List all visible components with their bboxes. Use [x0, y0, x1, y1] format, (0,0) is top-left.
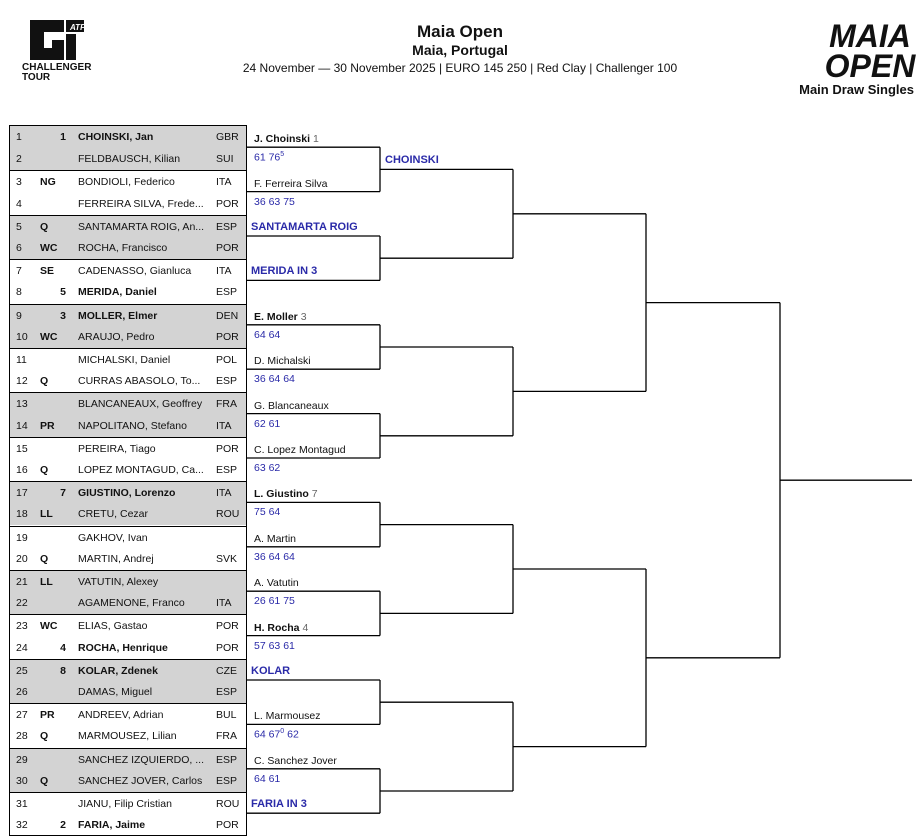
round1-winner-name: H. Rocha [254, 621, 300, 634]
entry-name: GAKHOV, Ivan [78, 531, 148, 544]
entry-number: 31 [16, 798, 28, 810]
entry-number: 12 [16, 375, 28, 388]
entry-nation: ITA [216, 265, 232, 278]
entry-tag: 3 [60, 309, 66, 322]
round1-winner [254, 355, 311, 367]
entry-nation: ESP [216, 753, 238, 766]
entry-tag: 1 [60, 131, 66, 143]
entry-name: BONDIOLI, Federico [78, 176, 175, 189]
entry-name: MICHALSKI, Daniel [78, 354, 171, 366]
atp-logo-small-text: ATP [70, 23, 86, 32]
entry-tag: Q [40, 375, 49, 388]
entry-nation: SUI [216, 153, 234, 166]
entry-nation: ESP [216, 286, 238, 299]
round1-winner [254, 311, 307, 323]
entry-number: 25 [16, 664, 28, 677]
round1-pending-winner: SANTAMARTA ROIG [251, 221, 358, 233]
entry-name: GIUSTINO, Lorenzo [78, 487, 176, 500]
entry-nation: ESP [216, 774, 238, 787]
round1-score [254, 373, 295, 385]
entry-number: 7 [16, 265, 22, 278]
round1-winner [254, 710, 321, 722]
entry-number: 18 [16, 508, 28, 521]
maia-logo-line2: OPEN [824, 48, 916, 84]
entry-name: ARAUJO, Pedro [78, 330, 155, 343]
entry-tag: NG [40, 176, 56, 189]
entry-number: 32 [16, 819, 28, 832]
entry-name: CADENASSO, Gianluca [78, 265, 192, 278]
entry-nation: ESP [216, 686, 238, 698]
entry-number: 10 [16, 330, 28, 343]
entry-number: 13 [16, 398, 28, 411]
entry-tag: Q [40, 552, 49, 565]
round1-score [254, 329, 280, 341]
entry-number: 17 [16, 487, 28, 500]
round1-score-main: 36 63 75 [254, 195, 295, 208]
round1-score [254, 595, 295, 607]
entry-tag: 5 [60, 286, 66, 299]
entry-tag: Q [40, 774, 49, 787]
entry-name: VATUTIN, Alexey [78, 576, 159, 588]
entry-name: SANCHEZ JOVER, Carlos [78, 774, 203, 787]
entry-name: FELDBAUSCH, Kilian [78, 153, 181, 166]
entry-nation: ITA [216, 176, 232, 189]
round1-winner [254, 533, 296, 545]
entry-number: 1 [16, 131, 22, 143]
round1-score [254, 640, 295, 652]
round1-winner [254, 577, 299, 589]
round1-score [254, 506, 280, 518]
entry-number: 28 [16, 730, 28, 743]
round1-score-main: 75 64 [254, 506, 281, 519]
round1-winner-name: C. Lopez Montagud [254, 444, 346, 456]
entry-nation: ESP [216, 220, 238, 233]
round1-winner [254, 178, 328, 190]
round1-score-main: 63 62 [254, 462, 281, 474]
round1-score-main: 62 61 [254, 417, 281, 430]
round1-winner [254, 444, 346, 456]
entry-nation: POR [216, 620, 239, 633]
entry-nation: POR [216, 442, 239, 455]
entry-number: 27 [16, 709, 28, 722]
entry-tag: Q [40, 220, 49, 233]
entry-tag: PR [40, 419, 55, 432]
round1-score [254, 196, 295, 208]
entry-nation: ITA [216, 487, 232, 500]
entry-nation: BUL [216, 709, 237, 722]
entry-tag: WC [40, 330, 58, 343]
round1-score [254, 462, 280, 474]
entry-nation: ITA [216, 419, 232, 432]
entry-name: ANDREEV, Adrian [78, 709, 164, 722]
entry-tag: 2 [60, 819, 66, 832]
entry-nation: FRA [216, 398, 237, 411]
entry-name: AGAMENONE, Franco [78, 597, 185, 610]
tournament-location: Maia, Portugal [412, 42, 508, 58]
entry-number: 23 [16, 620, 28, 633]
entry-name: SANCHEZ IZQUIERDO, ... [78, 753, 205, 766]
entry-nation: ESP [216, 464, 238, 476]
entry-nation: DEN [216, 309, 239, 322]
round1-winner-name: G. Blancaneaux [254, 399, 329, 412]
entry-name: CURRAS ABASOLO, To... [78, 375, 201, 388]
entry-nation: POL [216, 354, 238, 366]
round1-score [254, 151, 284, 164]
round1-score-main: 61 76 [254, 151, 281, 164]
entry-number: 5 [16, 220, 22, 233]
round1-score-main: 57 63 61 [254, 639, 295, 652]
atp-logo-line2: TOUR [22, 72, 51, 83]
entry-tag: LL [40, 576, 53, 588]
round1-winner-name: E. Moller [254, 310, 298, 323]
round1-winner-name: C. Sanchez Jover [254, 754, 337, 767]
entry-tag: 8 [60, 664, 66, 677]
entry-tag: Q [40, 730, 49, 743]
entry-number: 8 [16, 286, 22, 299]
entry-name: FERREIRA SILVA, Frede... [78, 197, 204, 210]
entry-tag: 4 [60, 641, 66, 654]
entry-name: DAMAS, Miguel [78, 686, 153, 698]
round1-winner-seed: 7 [311, 488, 318, 501]
round1-pending-winner: FARIA IN 3 [251, 798, 307, 811]
round1-pending-winner: MERIDA IN 3 [251, 265, 318, 278]
round1-score-tiebreak: 0 [280, 728, 285, 736]
entry-number: 16 [16, 464, 28, 476]
round1-winner-name: L. Marmousez [254, 710, 321, 723]
entry-nation: POR [216, 641, 239, 654]
entry-nation: POR [216, 197, 239, 210]
round1-score [254, 418, 280, 430]
round1-score [254, 773, 280, 785]
round1-winner [254, 622, 308, 634]
draw-type: Main Draw Singles [799, 82, 914, 97]
entry-number: 11 [16, 354, 27, 366]
round1-winner-seed: 3 [300, 310, 307, 323]
entry-number: 4 [16, 197, 22, 210]
round1-score [254, 551, 295, 563]
round1-winner-seed: 1 [312, 133, 319, 146]
round1-winner-seed: 4 [302, 621, 309, 634]
entry-nation: SVK [216, 552, 238, 565]
entry-number: 2 [16, 153, 22, 166]
entry-nation: ROU [216, 798, 240, 810]
entry-name: MOLLER, Elmer [78, 309, 158, 322]
round1-winner [254, 133, 319, 145]
entry-tag: SE [40, 265, 55, 278]
entry-nation: FRA [216, 730, 237, 743]
entry-number: 24 [16, 641, 28, 654]
entry-number: 19 [16, 531, 28, 544]
round1-winner-name: J. Choinski [254, 133, 311, 146]
entry-number: 3 [16, 176, 22, 189]
entry-number: 30 [16, 774, 28, 787]
round1-score-tiebreak: 5 [280, 151, 285, 159]
entry-name: BLANCANEAUX, Geoffrey [78, 398, 203, 411]
round1-score-main: 64 61 [254, 772, 281, 785]
maia-logo-line1: MAIA [829, 18, 911, 54]
round1-score-main: 64 64 [254, 328, 281, 341]
entry-tag: WC [40, 242, 58, 254]
entry-name: JIANU, Filip Cristian [78, 798, 172, 810]
entry-name: CRETU, Cezar [78, 508, 149, 521]
entry-tag: WC [40, 620, 58, 633]
entry-number: 21 [16, 576, 28, 588]
round1-winner [254, 755, 337, 767]
entry-name: ELIAS, Gastao [78, 620, 148, 633]
entry-name: FARIA, Jaime [78, 819, 146, 832]
round1-winner [254, 400, 329, 412]
round1-winner-name: D. Michalski [254, 355, 311, 368]
entry-nation: ITA [216, 597, 232, 610]
round1-score [254, 728, 299, 741]
entry-name: ROCHA, Francisco [78, 242, 168, 254]
entry-nation: ESP [216, 375, 238, 388]
entry-name: CHOINSKI, Jan [78, 131, 154, 143]
entry-tag: 7 [60, 487, 66, 500]
round1-score-rest: 62 [284, 728, 299, 741]
round1-score-main: 36 64 64 [254, 373, 295, 386]
entry-name: SANTAMARTA ROIG, An... [78, 220, 205, 233]
entry-tag: PR [40, 709, 55, 722]
entry-number: 14 [16, 419, 28, 432]
entry-number: 9 [16, 309, 22, 322]
entry-nation: CZE [216, 664, 237, 677]
tournament-title: Maia Open [417, 22, 503, 41]
entry-nation: POR [216, 819, 239, 832]
entry-number: 29 [16, 753, 28, 766]
entry-tag: Q [40, 464, 49, 476]
tournament-info: 24 November — 30 November 2025 | EURO 145 250 | Red Clay | Challenger 100 [242, 61, 678, 75]
entry-name: LOPEZ MONTAGUD, Ca... [78, 464, 204, 476]
round1-score-main: 36 64 64 [254, 550, 295, 563]
entry-nation: POR [216, 330, 239, 343]
atp-logo-line1: CHALLENGER [22, 62, 92, 73]
round1-winner [254, 488, 318, 500]
round1-score-main: 26 61 75 [254, 595, 295, 608]
round1-winner-name: A. Vatutin [254, 577, 299, 590]
entry-name: PEREIRA, Tiago [78, 442, 156, 455]
round1-winner-name: A. Martin [254, 532, 297, 545]
entry-nation: ROU [216, 508, 240, 521]
round1-winner-name: L. Giustino [254, 488, 309, 501]
entry-number: 26 [16, 686, 28, 698]
entry-number: 20 [16, 552, 28, 565]
entry-tag: LL [40, 508, 53, 521]
round2-pending-winner: CHOINSKI [385, 154, 439, 167]
entry-number: 15 [16, 442, 28, 455]
round1-pending-winner: KOLAR [251, 665, 291, 677]
entry-name: NAPOLITANO, Stefano [78, 419, 187, 432]
round1-score-main: 64 67 [254, 728, 281, 741]
entry-number: 22 [16, 597, 28, 610]
entry-name: ROCHA, Henrique [78, 641, 168, 654]
entry-name: KOLAR, Zdenek [78, 664, 158, 677]
entry-name: MARMOUSEZ, Lilian [78, 730, 177, 743]
entry-nation: GBR [216, 131, 239, 143]
entry-name: MARTIN, Andrej [78, 552, 154, 565]
entry-name: MERIDA, Daniel [78, 286, 157, 299]
round1-winner-name: F. Ferreira Silva [254, 177, 328, 190]
entry-nation: POR [216, 242, 239, 254]
entry-number: 6 [16, 242, 22, 254]
